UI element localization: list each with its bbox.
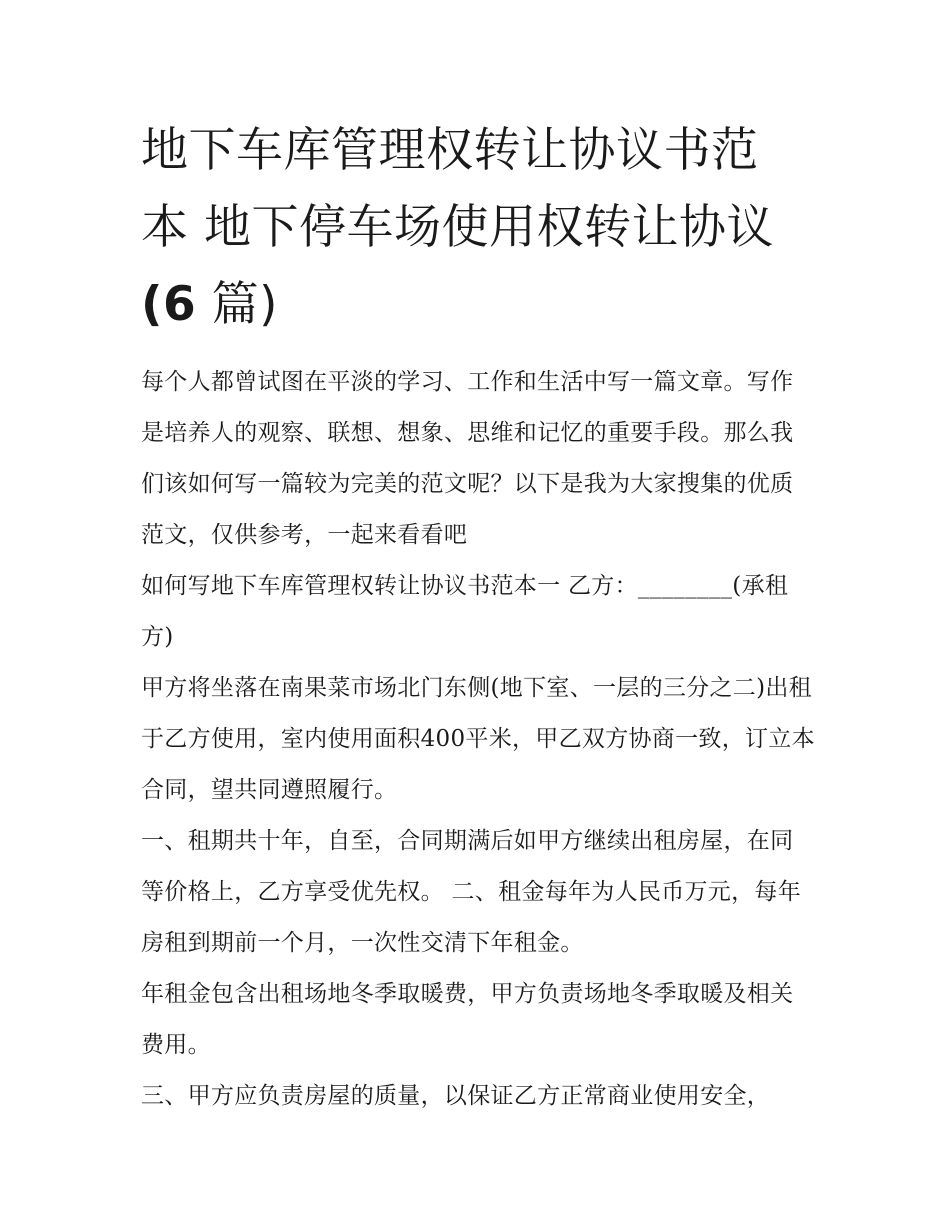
document-body [141,357,816,1122]
document-page [141,112,816,1122]
title-suffix: 篇) [211,277,278,332]
paragraph-term-rent: 一、租期共十年，自至，合同期满后如甲方继续出租房屋，在同等价格上，乙方享受优先权。 二、租金每年为人民币万元，每年房租到期前一个月，一次性交清下年租金。 [141,828,802,956]
paragraph-quality: 三、甲方应负责房屋的质量，以保证乙方正常商业使用安全， [141,1083,771,1109]
paragraph-intro: 每个人都曾试图在平淡的学习、工作和生活中写一篇文章。写作是培养人的观察、联想、想象、思维和记忆的重要手段。那么我们该如何写一篇较为完美的范文呢？以下是我为大家搜集的优质范文，仅供参考，一起来看看吧 [141,369,794,548]
title-line-1: 地下车库管理权转让协议书范 [141,123,759,178]
title-count: (6 [141,277,197,332]
document-title [141,112,816,343]
paragraph-heading: 如何写地下车库管理权转让协议书范本一 乙方：________(承租方) [141,573,789,650]
title-line-2: 本 地下停车场使用权转让协议 [141,200,774,255]
paragraph-premises: 甲方将坐落在南果菜市场北门东侧(地下室、一层的三分之二)出租于乙方使用，室内使用面积400平米，甲乙双方协商一致，订立本合同，望共同遵照履行。 [141,675,815,803]
paragraph-heating: 年租金包含出租场地冬季取暖费，甲方负责场地冬季取暖及相关费用。 [141,981,794,1058]
